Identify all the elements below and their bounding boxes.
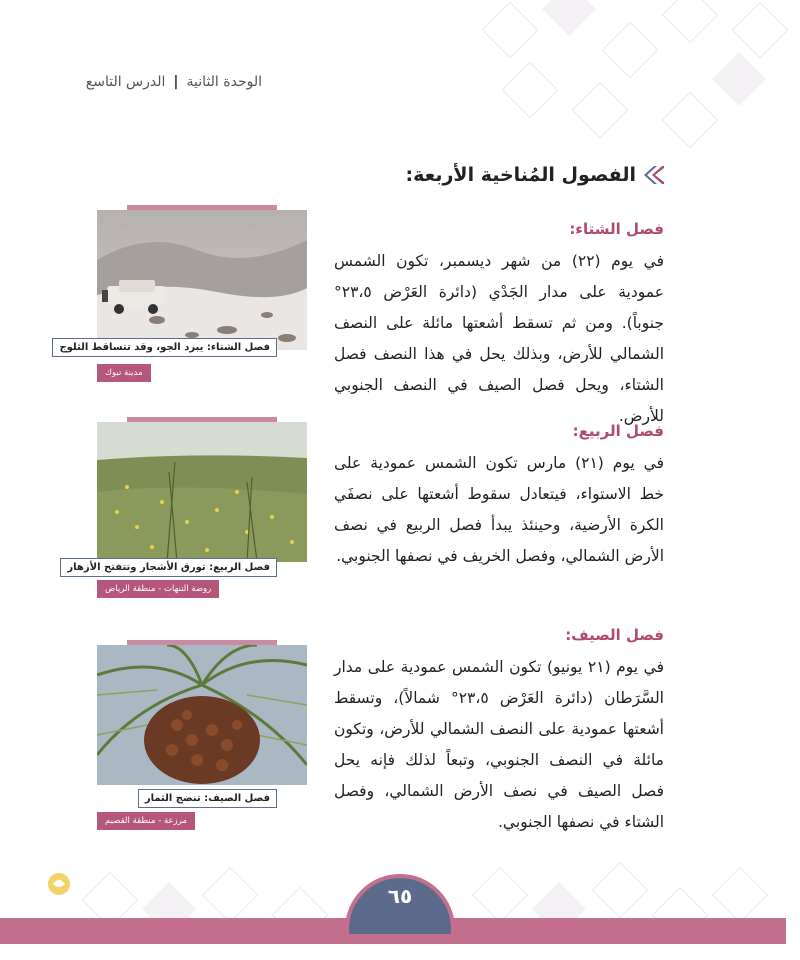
page-number: ٦٥	[387, 884, 413, 908]
winter-title: فصل الشتاء:	[569, 220, 664, 238]
header-separator: |	[173, 74, 179, 90]
summer-image	[97, 645, 307, 785]
heading-title: الفصول المُناخية الأربعة:	[405, 164, 636, 186]
running-header	[86, 74, 262, 90]
background-pattern-top	[470, 0, 800, 150]
unit-label: الوحدة الثانية	[186, 74, 262, 90]
spring-photo	[67, 422, 307, 594]
spring-section	[334, 422, 664, 572]
lesson-label: الدرس التاسع	[85, 74, 166, 90]
summer-section	[334, 626, 664, 838]
summer-title: فصل الصيف:	[565, 626, 664, 644]
summer-photo	[97, 645, 307, 826]
section-heading	[406, 164, 665, 186]
spring-body: في يوم (٢١) مارس تكون الشمس عمودية على خط الاستواء، فيتعادل سقوط أشعتها على نصفَي الكرة الأرضية، وحينئذ يبدأ فصل الربيع في نصف الأرض الشمالي، وفصل الخريف في نصفها الجنوبي.	[334, 454, 664, 565]
summer-location: مرزعة - منطقة القصيم	[97, 812, 195, 830]
winter-body: في يوم (٢٢) من شهر ديسمبر، تكون الشمس عمودية على مدار الجَدْي (دائرة العَرْض ٢٣،٥° جنوباً). ومن ثم تسقط أشعتها مائلة على النصف الشمالي للأرض، وبذلك يحل في هذا النصف فصل الشتاء، ويحل فصل الصيف في النصف الجنوبي للأرض.	[334, 252, 665, 425]
winter-location: مدينة تبوك	[97, 364, 151, 382]
footer-edge	[786, 930, 800, 960]
publisher-logo-icon	[44, 868, 74, 898]
winter-section	[334, 220, 664, 432]
summer-caption: فصل الصيف: تنضج الثمار	[138, 789, 277, 808]
spring-image	[97, 422, 307, 562]
spring-location: روضة التنهات - منطقة الرياض	[97, 580, 219, 598]
winter-photo	[59, 210, 307, 378]
spring-caption: فصل الربيع: تورق الأشجار وتتفتح الأزهار	[60, 558, 277, 577]
spring-title: فصل الربيع:	[572, 422, 664, 440]
double-chevron-icon	[642, 164, 664, 186]
winter-caption: فصل الشتاء: يبرد الجو، وقد تتساقط الثلوج	[52, 338, 277, 357]
summer-body: في يوم (٢١ يونيو) تكون الشمس عمودية على مدار السَّرَطان (دائرة العَرْض ٢٣،٥° شمالاً)، وتسقط أشعتها عمودية على النصف الشمالي للأرض، وتكون مائلة في النصف الجنوبي، وتبعاً لذلك فإنه يحل فصل الصيف في نصف الأرض الشمالي، وفصل الشتاء في نصفها الجنوبي.	[334, 658, 664, 831]
winter-image	[97, 210, 307, 350]
